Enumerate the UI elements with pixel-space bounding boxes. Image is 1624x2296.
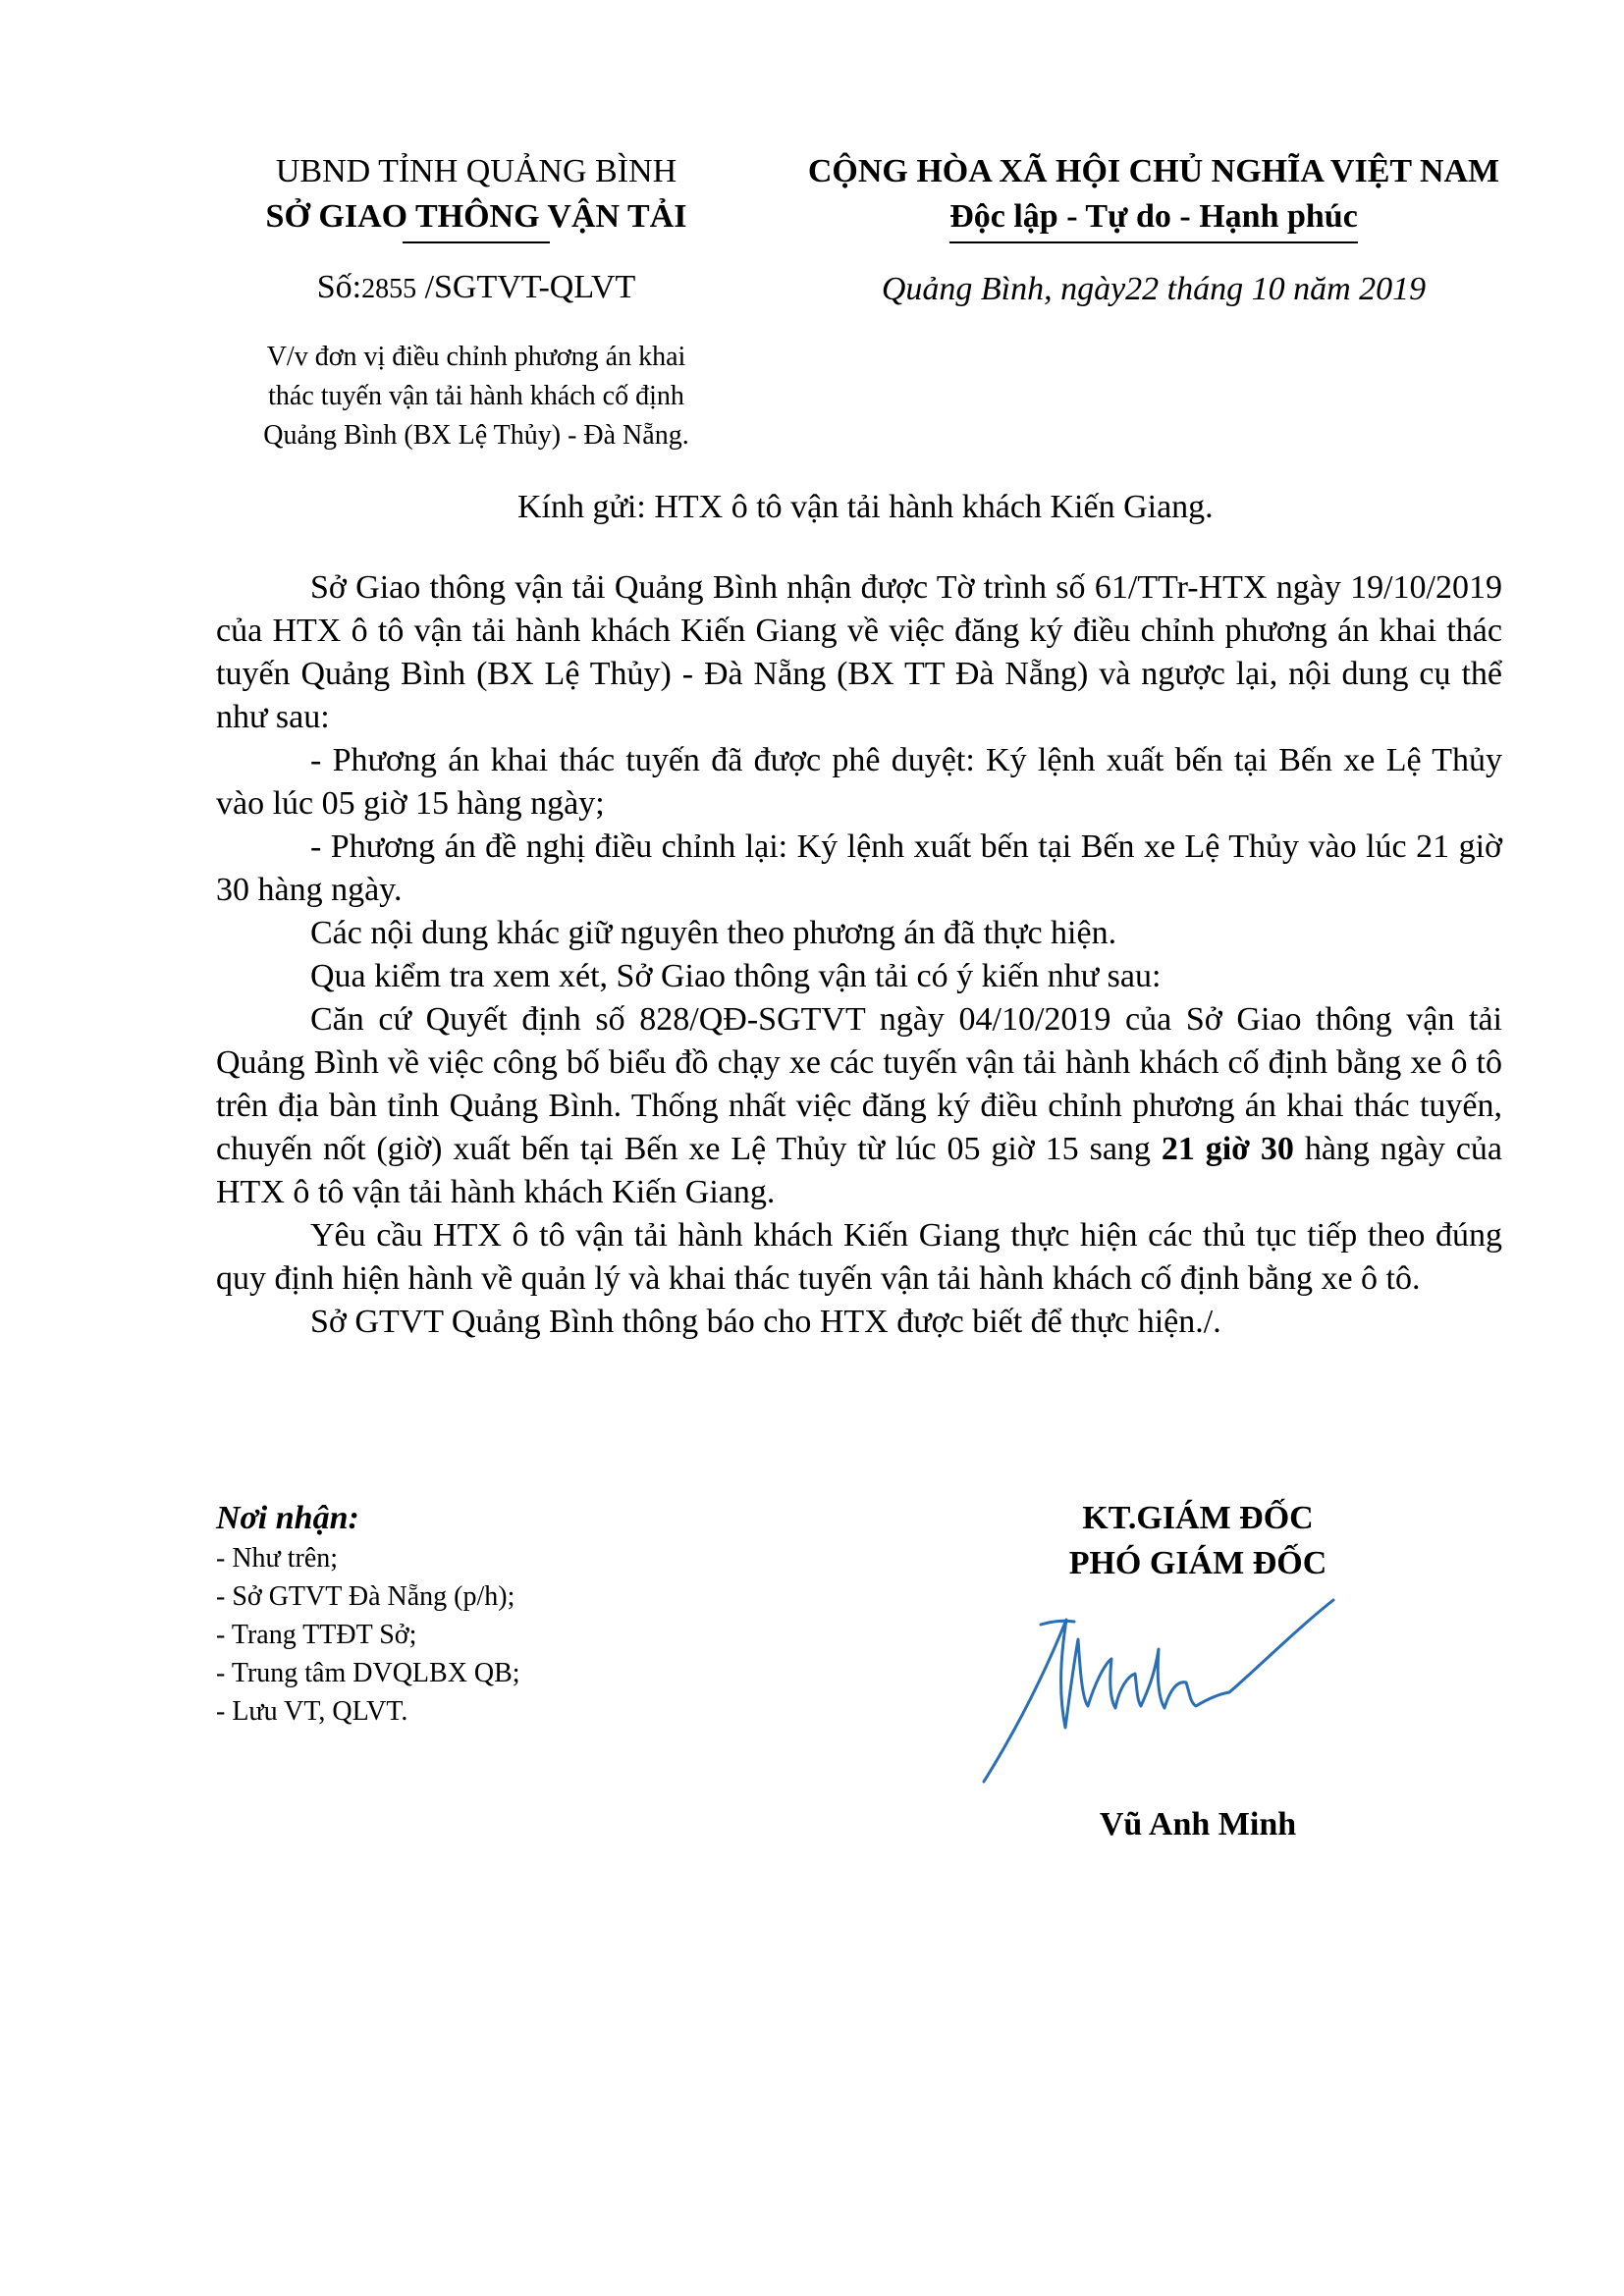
distribution-item: - Lưu VT, QLVT.: [216, 1696, 408, 1727]
body-paragraph: - Phương án khai thác tuyến đã được phê duyệt: Ký lệnh xuất bến tại Bến xe Lệ Thủy vào lúc 05 giờ 15 hàng ngày;: [216, 742, 1502, 822]
body-paragraph: Qua kiểm tra xem xét, Sở Giao thông vận tải có ý kiến như sau:: [310, 958, 1162, 994]
signature-block: [1021, 1496, 1375, 1586]
subject-line: V/v đơn vị điều chỉnh phương án khai: [266, 342, 686, 372]
body-paragraph: Các nội dung khác giữ nguyên theo phương án đã thực hiện.: [310, 915, 1117, 951]
subject-line: Quảng Bình (BX Lệ Thủy) - Đà Nẵng.: [263, 420, 689, 451]
body-text: Căn cứ Quyết định số 828/QĐ-SGTVT ngày 04/10/2019 của Sở Giao thông vận tải Quảng Bình về việc công bố biểu đồ chạy xe các tuyến vận tải hành khách cố định bằng xe ô tô trên địa bàn tỉnh Quảng Bình. Thống nhất việc đăng ký điều chỉnh phương án khai thác tuyến, chuyến nốt (giờ) xuất bến tại Bến xe Lệ Thủy từ lúc 05 giờ 15 sang: [216, 1001, 1502, 1167]
date-day: 22: [1125, 271, 1160, 307]
signer-position: PHÓ GIÁM ĐỐC: [1068, 1545, 1327, 1581]
body-paragraph: - Phương án đề nghị điều chỉnh lại: Ký lệnh xuất bến tại Bến xe Lệ Thủy vào lúc 21 giờ 30 hàng ngày.: [216, 828, 1502, 908]
agency-underline: [403, 241, 550, 243]
agency-name: SỞ GIAO THÔNG VẬN TẢI: [265, 198, 687, 235]
signature-stroke: [1041, 1621, 1074, 1625]
distribution-item: - Như trên;: [216, 1543, 339, 1574]
document-number-prefix: Số:: [316, 269, 362, 305]
document-number: [216, 265, 736, 312]
date-prefix: Quảng Bình, ngày: [881, 271, 1126, 307]
body-paragraph: Sở Giao thông vận tải Quảng Bình nhận được Tờ trình số 61/TTr-HTX ngày 19/10/2019 của HTX ô tô vận tải hành khách Kiến Giang về việc đăng ký điều chỉnh phương án khai thác tuyến Quảng Bình (BX Lệ Thủy) - Đà Nẵng (BX TT Đà Nẵng) và ngược lại, nội dung cụ thể như sau:: [216, 569, 1502, 735]
distribution-item: - Trang TTĐT Sở;: [216, 1620, 417, 1650]
body-paragraph: Sở GTVT Quảng Bình thông báo cho HTX được biết để thực hiện./.: [310, 1304, 1221, 1340]
body-paragraph: [216, 998, 1502, 1214]
document-number-value: 2855: [361, 274, 417, 304]
distribution-item: - Trung tâm DVQLBX QB;: [216, 1658, 520, 1688]
document-subject: [216, 338, 736, 455]
distribution-title: Nơi nhận:: [216, 1500, 359, 1536]
national-motto: Độc lập - Tự do - Hạnh phúc: [949, 194, 1358, 243]
signature-stroke: [984, 1600, 1333, 1782]
document-date: [756, 267, 1551, 312]
distribution-list: [216, 1498, 766, 1731]
national-title: CỘNG HÒA XÃ HỘI CHỦ NGHĨA VIỆT NAM: [807, 153, 1500, 189]
document-body: [216, 566, 1502, 1344]
subject-line: thác tuyến vận tải hành khách cố định: [268, 381, 684, 411]
signer-authority: KT.GIÁM ĐỐC: [1082, 1500, 1314, 1536]
document-number-suffix: /SGTVT-QLVT: [416, 269, 636, 305]
recipient-line: Kính gửi: HTX ô tô vận tải hành khách Kiến Giang.: [517, 489, 1214, 525]
date-suffix: tháng 10 năm 2019: [1159, 271, 1427, 307]
body-paragraph: Yêu cầu HTX ô tô vận tải hành khách Kiến Giang thực hiện các thủ tục tiếp theo đúng quy định hiện hành về quản lý và khai thác tuyến vận tải hành khách cố định bằng xe ô tô.: [216, 1217, 1502, 1297]
national-header: [756, 149, 1551, 312]
body-text: hàng ngày của HTX ô tô vận tải hành khách Kiến Giang.: [216, 1131, 1502, 1210]
body-bold-text: 21 giờ 30: [1161, 1131, 1294, 1167]
agency-parent: UBND TỈNH QUẢNG BÌNH: [275, 153, 677, 189]
handwritten-signature: [972, 1590, 1345, 1787]
distribution-item: - Sở GTVT Đà Nẵng (p/h);: [216, 1581, 515, 1612]
signer-name: Vũ Anh Minh: [1099, 1806, 1297, 1842]
agency-header: [216, 149, 736, 455]
